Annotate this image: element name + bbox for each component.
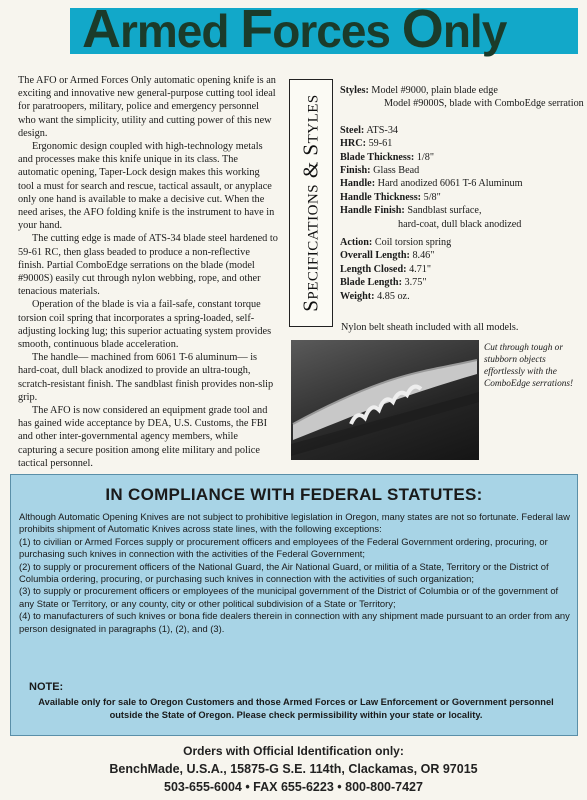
intro-text [18,74,278,470]
spec-weight: Weight: 4.85 oz. [340,290,410,302]
spec-blade-thickness: Blade Thickness: 1/8" [340,151,434,163]
intro-paragraph: Operation of the blade is via a fail-safe, constant torque torsion coil spring that incorporates a spring-loaded, self-adjusting locking lug; this superior actuating system provides smooth, continuous blade acceleration. [18,299,272,351]
compliance-paragraph: (2) to supply or procurement officers of the National Guard, the Air National Guard, or militia of a State, Territory or the District of Columbia ordering, procuring, or purchasing such knives in connection with the activities of such organization; [19,560,549,585]
spec-finish: Finish: Glass Bead [340,165,420,177]
compliance-box [10,474,578,736]
page-title: Armed Forces Only [82,0,507,59]
intro-paragraph: The AFO is now considered an equipment grade tool and has gained wide acceptance by DEA, U.S. Customs, the FBI and other inter-governmental agency members, while capturing a secure position among elite military and police tactical personnel. [18,405,268,469]
specs-list [340,84,584,303]
spec-overall-length: Overall Length: 8.46" [340,250,435,262]
compliance-body [19,511,571,635]
intro-paragraph: Ergonomic design coupled with high-technology metals and processes make this knife unique in its class. The automatic opening, Taper-Lock design makes this working tool a must for search and rescue, tactical assault, or anyplace only one hand is available to make a decisive cut. When the need arises, the AFO folding knife is the instrument to have in your hand. [18,141,275,232]
spec-handle-finish: Handle Finish: Sandblast surface, [340,205,482,217]
spec-handle: Handle: Hard anodized 6061 T-6 Aluminum [340,178,523,190]
compliance-paragraph: (4) to manufacturers of such knives or bona fide dealers therein in connection with any shipment made pursuant to an order from any person designated in paragraphs (1), (2), and (3). [19,610,570,634]
compliance-paragraph: (3) to supply or procurement officers or employees of the municipal government of the District of Columbia or of the government of any State or Territory, or any county, city or other political subdivision of a State or Territory; [19,585,559,609]
intro-paragraph: The cutting edge is made of ATS-34 blade steel hardened to 59-61 RC, then glass beaded to produce a non-reflective finish. Partial ComboEdge serrations on the blade (model #9000S) easily cut through nylon webbing, rope, and other tenacious materials. [18,233,278,298]
spec-styles-2: Model #9000S, blade with ComboEdge serration [384,98,584,110]
note-body: Available only for sale to Oregon Customers and those Armed Forces or Law Enforcement or Government personnel outside the State of Oregon. Please check permissibility within your state or locality. [38,697,554,720]
photo-caption: Cut through tough or stubborn objects effortlessly with the ComboEdge serrations! [484,343,574,389]
compliance-title: IN COMPLIANCE WITH FEDERAL STATUTES: [105,485,483,504]
spec-blade-length: Blade Length: 3.75" [340,277,427,289]
spec-steel: Steel: ATS-34 [340,124,399,136]
compliance-paragraph: (1) to civilian or Armed Forces supply or procurement officers and employees of the Federal Government ordering, procuring, or purchasing such knives in connection with the activities of the Federal Government; [19,535,548,560]
spec-action: Action: Coil torsion spring [340,237,452,249]
spec-handle-thickness: Handle Thickness: 5/8" [340,191,441,203]
footer-address: BenchMade, U.S.A., 15875-G S.E. 114th, Clackamas, OR 97015 [109,762,478,776]
note-title: NOTE: [29,681,64,693]
footer-orders: Orders with Official Identification only: [183,744,404,758]
spec-hrc: HRC: 59-61 [340,138,393,150]
footer-phone: 503-655-6004 • FAX 655-6223 • 800-800-7427 [164,780,423,794]
specs-heading-box [289,79,333,327]
spec-styles: Styles: Model #9000, plain blade edge [340,85,498,96]
sheath-note: Nylon belt sheath included with all models. [341,322,519,333]
spec-handle-finish-2: hard-coat, dull black anodized [398,218,522,230]
intro-paragraph: The handle— machined from 6061 T-6 aluminum— is hard-coat, dull black anodized to provide an ultra-tough, scratch-resistant finish. The sandblast finish provides non-slip grip. [18,352,274,403]
specs-heading: Specifications & Styles [298,94,323,312]
knife-photo [291,340,479,460]
serrated-blade-image [291,340,479,460]
compliance-paragraph: Although Automatic Opening Knives are not subject to prohibitive legislation in Oregon, many states are not so fortunate. Federal law prohibits shipment of Automatic Knives across state lines, with the following exceptions: [19,511,570,535]
intro-paragraph: The AFO or Armed Forces Only automatic opening knife is an exciting and innovative new general-purpose cutting tool ideal for paratroopers, military, police and emergency personnel who want the simplicity, utility and cutting power of this new design. [18,75,276,139]
spec-length-closed: Length Closed: 4.71" [340,263,432,275]
